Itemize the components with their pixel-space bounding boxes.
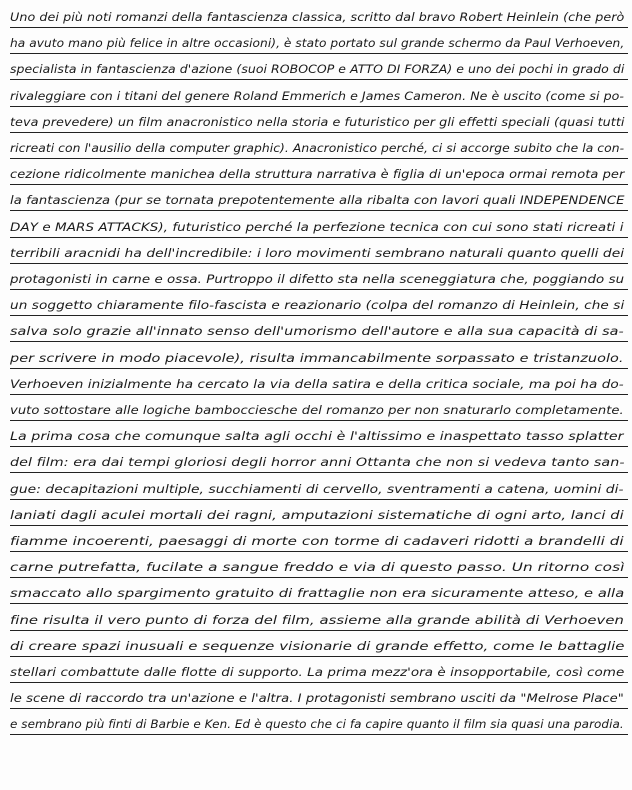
- ruled-line: [10, 212, 628, 238]
- handwritten-text-line: vuto sottostare alle logiche bambocciesche del romanzo per non snaturarlo completamente.: [10, 403, 624, 417]
- handwritten-text-line: teva prevedere) un film anacronistico nella storia e futuristico per gli effetti speciali (quasi tutti: [10, 114, 625, 129]
- ruled-line: [10, 631, 628, 657]
- ruled-line: [10, 395, 628, 421]
- handwritten-text-line: Uno dei più noti romanzi della fantascienza classica, scritto dal bravo Robert Heinlein (che però: [10, 10, 625, 24]
- handwritten-text-line: la fantascienza (pur se tornata prepotentemente alla ribalta con lavori quali INDEPENDENCE: [10, 193, 625, 208]
- handwritten-text-line: per scrivere in modo piacevole), risulta immancabilmente sorpassato e tristanzuolo.: [10, 350, 624, 365]
- ruled-line: [10, 474, 628, 500]
- handwritten-text-line: e sembrano più finti di Barbie e Ken. Ed è questo che ci fa capire quanto il film sia quasi una parodia.: [10, 717, 624, 732]
- handwritten-text-line: protagonisti in carne e ossa. Purtroppo il difetto sta nella sceneggiatura che, poggiando su: [10, 272, 625, 286]
- handwritten-text-line: un soggetto chiaramente filo-fascista e reazionario (colpa del romanzo di Heinlein, che si: [10, 298, 625, 313]
- ruled-line: [10, 107, 628, 133]
- ruled-line: [10, 447, 628, 473]
- handwritten-text-line: salva solo grazie all'innato senso dell'umorismo dell'autore e alla sua capacità di sa-: [10, 324, 624, 339]
- ruled-line: [10, 500, 628, 526]
- ruled-line: [10, 316, 628, 342]
- handwritten-text-line: laniati dagli aculei mortali dei ragni, amputazioni sistematiche di ogni arto, lanci di: [10, 507, 624, 522]
- handwritten-text-line: rivaleggiare con i titani del genere Roland Emmerich e James Cameron. Ne è uscito (come si po-: [10, 88, 624, 103]
- ruled-line: [10, 185, 628, 211]
- handwritten-text-line: specialista in fantascienza d'azione (suoi ROBOCOP e ATTO DI FORZA) e uno dei pochi in grado di: [10, 62, 625, 77]
- ruled-line: [10, 133, 628, 159]
- ruled-line: [10, 369, 628, 395]
- ruled-line: [10, 578, 628, 604]
- ruled-line: [10, 526, 628, 552]
- ruled-line: [10, 683, 628, 709]
- handwritten-text-line: gue: decapitazioni multiple, succhiamenti di cervello, sventramenti a catena, uomini di-: [10, 481, 624, 496]
- ruled-line: [10, 159, 628, 185]
- ruled-line: [10, 421, 628, 447]
- ruled-line: [10, 2, 628, 28]
- handwritten-text-line: del film: era dai tempi gloriosi degli horror anni Ottanta che non si vedeva tanto san-: [10, 455, 625, 470]
- ruled-line: [10, 238, 628, 264]
- handwritten-text-line: terribili aracnidi ha dell'incredibile: i loro movimenti sembrano naturali quanto quelli dei: [10, 245, 625, 260]
- handwritten-text-line: cezione ridicolmente manichea della struttura narrativa è figlia di un'epoca ormai remota per: [10, 167, 625, 182]
- handwritten-text-line: DAY e MARS ATTACKS), futuristico perché la perfezione tecnica con cui sono stati ricreati i: [10, 219, 624, 234]
- handwritten-text-line: fine risulta il vero punto di forza del film, assieme alla grande abilità di Verhoeven: [10, 612, 624, 627]
- handwritten-text-line: di creare spazi inusuali e sequenze visionarie di grande effetto, come le battaglie: [10, 638, 625, 653]
- ruled-line: [10, 54, 628, 80]
- handwritten-text-line: ricreati con l'ausilio della computer graphic). Anacronistico perché, ci si accorge subito che la con-: [10, 141, 625, 155]
- handwritten-text-line: La prima cosa che comunque salta agli occhi è l'altissimo e inaspettato tasso splatter: [10, 429, 624, 444]
- handwritten-text-line: le scene di raccordo tra un'azione e l'altra. I protagonisti sembrano usciti da "Melrose Place": [10, 691, 624, 706]
- ruled-line: [10, 264, 628, 290]
- handwritten-text-line: carne putrefatta, fucilate a sangue freddo e via di questo passo. Un ritorno così: [10, 560, 625, 575]
- ruled-line: [10, 657, 628, 683]
- ruled-line: [10, 552, 628, 578]
- handwritten-text-line: smaccato allo spargimento gratuito di frattaglie non era sicuramente atteso, e alla: [10, 586, 625, 601]
- handwritten-text-line: stellari combattute dalle flotte di supporto. La prima mezz'ora è insopportabile, così come: [10, 665, 625, 679]
- handwritten-text-line: fiamme incoerenti, paesaggi di morte con torme di cadaveri ridotti a brandelli di: [10, 534, 624, 548]
- ruled-line: [10, 81, 628, 107]
- ruled-line: [10, 290, 628, 316]
- ruled-line: [10, 709, 628, 735]
- ruled-line: [10, 343, 628, 369]
- ruled-line: [10, 605, 628, 631]
- handwritten-text-line: Verhoeven inizialmente ha cercato la via della satira e della critica sociale, ma poi ha do-: [10, 376, 624, 391]
- handwritten-text-line: ha avuto mano più felice in altre occasioni), è stato portato sul grande schermo da Paul Verhoeven,: [10, 36, 625, 51]
- ruled-line: [10, 28, 628, 54]
